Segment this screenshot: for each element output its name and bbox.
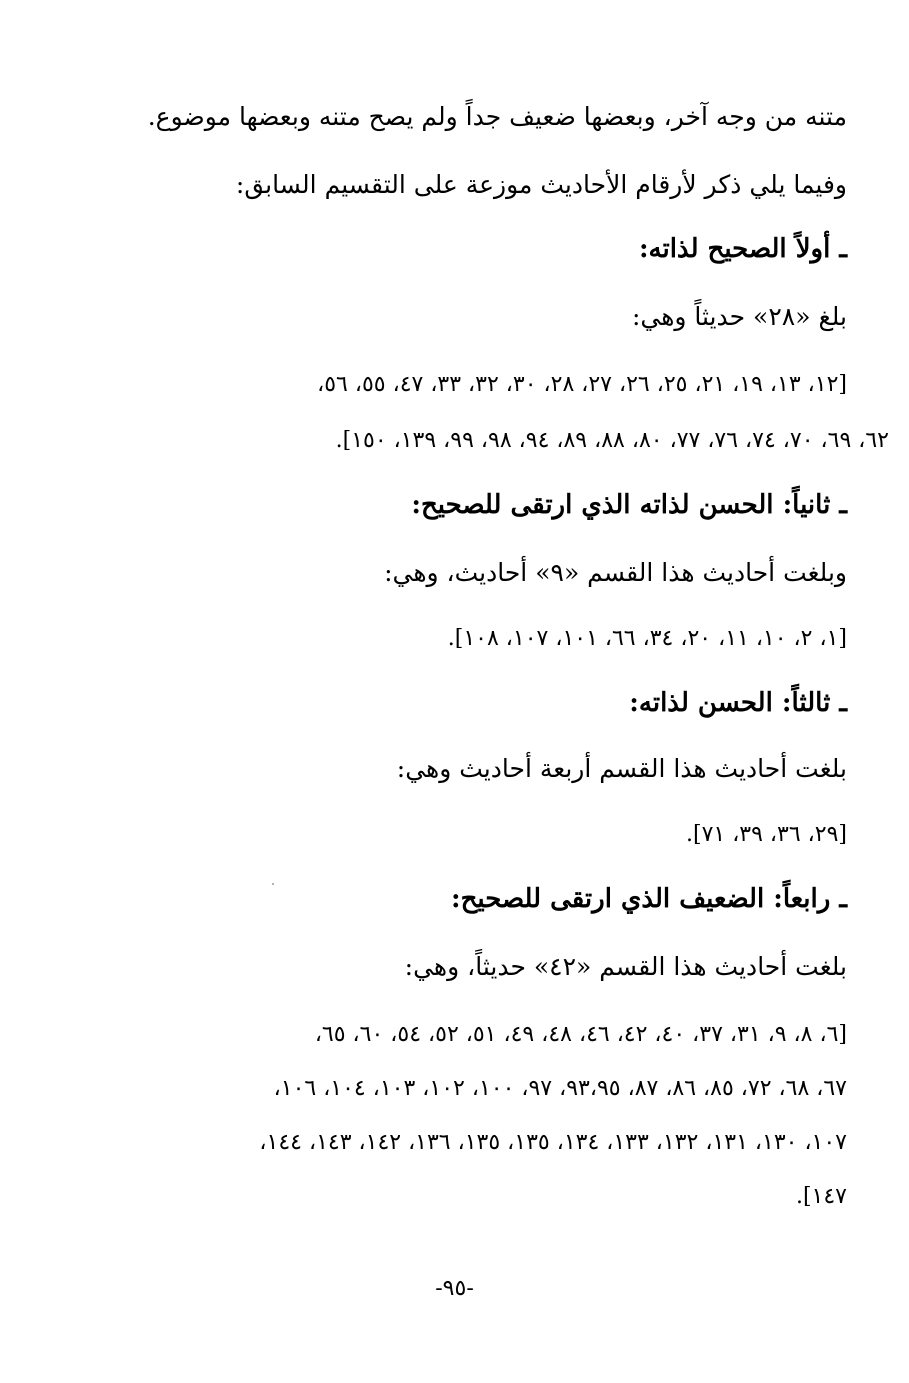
heading-second-section: ـ ثانياً: الحسن لذاته الذي ارتقى للصحيح: (411, 490, 847, 520)
numbers-line-second: [١، ٢، ١٠، ١١، ٢٠، ٣٤، ٦٦، ١٠١، ١٠٧، ١٠٨]. (447, 626, 847, 651)
numbers-line-first-b: ٦٢، ٦٩، ٧٠، ٧٤، ٧٦، ٧٧، ٨٠، ٨٨، ٨٩، ٩٤، ٩٨، ٩٩، ١٣٩، ١٥٠]. (335, 428, 889, 453)
text-line-second-count: وبلغت أحاديث هذا القسم «٩» أحاديث، وهي: (384, 558, 847, 587)
text-line-intro: وفيما يلي ذكر لأرقام الأحاديث موزعة على التقسيم السابق: (235, 170, 847, 199)
numbers-line-fourth-c: ١٠٧، ١٣٠، ١٣١، ١٣٢، ١٣٣، ١٣٤، ١٣٥، ١٣٥، ١٣٦، ١٤٢، ١٤٣، ١٤٤، (259, 1130, 847, 1155)
numbers-line-fourth-d: ١٤٧]. (795, 1184, 847, 1209)
heading-first-section: ـ أولاً الصحيح لذاته: (638, 234, 847, 264)
numbers-line-fourth-b: ٦٧، ٦٨، ٧٢، ٨٥، ٨٦، ٨٧، ٩٣،٩٥، ٩٧، ١٠٠، ١٠٢، ١٠٣، ١٠٤، ١٠٦، (273, 1076, 847, 1101)
text-line-third-count: بلغت أحاديث هذا القسم أربعة أحاديث وهي: (396, 754, 847, 783)
numbers-line-first-a: [١٢، ١٣، ١٩، ٢١، ٢٥، ٢٦، ٢٧، ٢٨، ٣٠، ٣٢، ٣٣، ٤٧، ٥٥، ٥٦، (317, 372, 847, 397)
heading-third-section: ـ ثالثاً: الحسن لذاته: (629, 688, 847, 718)
numbers-line-third: [٢٩، ٣٦، ٣٩، ٧١]. (685, 822, 847, 847)
scan-speck (272, 883, 274, 885)
text-line-fourth-count: بلغت أحاديث هذا القسم «٤٢» حديثاً، وهي: (404, 952, 847, 981)
numbers-line-fourth-a: [٦، ٨، ٩، ٣١، ٣٧، ٤٠، ٤٢، ٤٦، ٤٨، ٤٩، ٥١، ٥٢، ٥٤، ٦٠، ٦٥، (314, 1022, 847, 1047)
text-line-first-count: بلغ «٢٨» حديثاً وهي: (631, 302, 847, 331)
text-line-continuation: متنه من وجه آخر، وبعضها ضعيف جداً ولم يصح متنه وبعضها موضوع. (147, 102, 847, 131)
heading-fourth-section: ـ رابعاً: الضعيف الذي ارتقى للصحيح: (450, 884, 847, 914)
page-number: -٩٥- (435, 1276, 474, 1301)
